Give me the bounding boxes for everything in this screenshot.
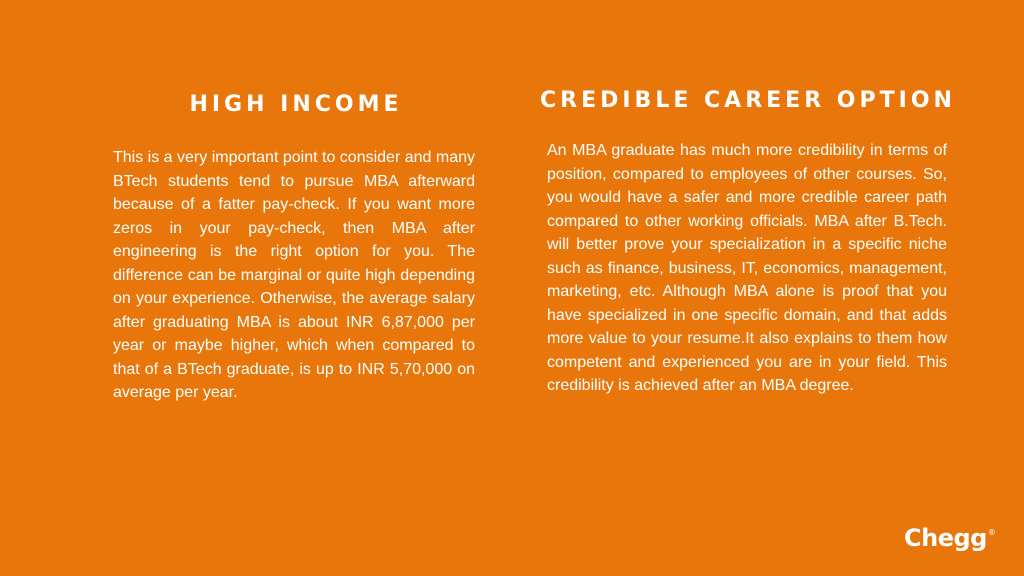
credible-career-heading: CREDIBLE CAREER OPTION xyxy=(540,88,956,113)
chegg-logo xyxy=(904,524,995,552)
registered-mark: ® xyxy=(987,528,996,537)
high-income-paragraph: This is a very important point to consider and many BTech students tend to pursue MBA afterward because of a fatter pay-check. If you want more zeros in your pay-check, then MBA after engineering is the right option for you. The difference can be marginal or quite high depending on your experience. Otherwise, the average salary after graduating MBA is about INR 6,87,000 per year or maybe higher, which when compared to that of a BTech graduate, is up to INR 5,70,000 on average per year. xyxy=(113,149,475,401)
chegg-logo-text: Chegg xyxy=(904,524,987,552)
credible-career-paragraph: An MBA graduate has much more credibility in terms of position, compared to employees of other courses. So, you would have a safer and more credible career path compared to other working officials. MBA after B.Tech. will better prove your specialization in a specific niche such as finance, business, IT, economics, management, marketing, etc. Although MBA alone is proof that you have specialized in one specific domain, and that adds more value to your resume.It also explains to them how competent and experienced you are in your field. This credibility is achieved after an MBA degree. xyxy=(547,142,947,394)
high-income-heading: HIGH INCOME xyxy=(189,92,403,117)
